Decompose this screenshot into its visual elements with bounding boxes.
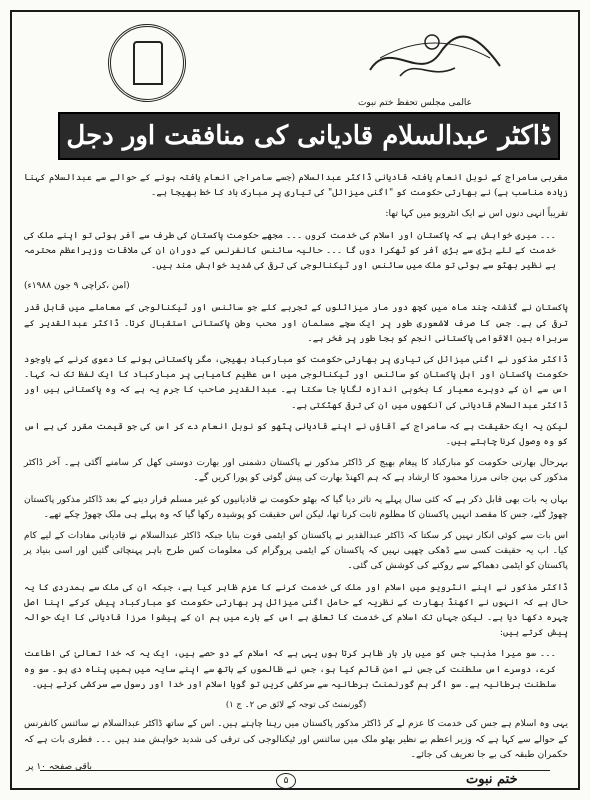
quote-paragraph: ۔۔۔ سو میرا مذہب جس کو میں بار بار ظاہر کرتا ہوں یہی ہے کہ اسلام کے دو حصے ہیں، ایک یہ کہ خدا تعالیٰ کی اطاعت کرے، دوسرے اس سلطنت کی جس نے امن قائم کیا ہو، جس نے ظالموں کے ہاتھ سے اپنے سایہ میں ہمیں پناہ دی ہو۔ سو وہ سلطنت برطانیہ ہے۔ سو اگر ہم گورنمنٹ برطانیہ سے سرکشی کریں تو گویا اسلام اور خدا اور رسول سے سرکشی کرتے ہیں۔ <box>24 648 556 690</box>
reference-citation: (امن ،کراچی ۹ جون ۱۹۸۸ء) <box>24 281 130 292</box>
page-number: ۵ <box>276 773 296 789</box>
footer-rule <box>40 770 550 771</box>
title-banner <box>58 112 560 160</box>
continued-note: باقی صفحہ ۱۰ پر <box>26 762 93 772</box>
paragraph: یہی وہ اسلام ہے جس کی خدمت کا عزم لے کر ڈاکٹر مذکور پاکستان میں رہنا چاہتے ہیں۔ اس کے ساتھ ڈاکٹر عبدالسلام نے سائنس کانفرنس کے حوالے سے کہا ہے کہ وزیر اعظم بے نظیر بھٹو ملک میں سائنس اور ٹیکنالوجی کی ترقی کی شدید خواہش مند ہیں ۔۔۔ فطری بات ہے کہ حکمران طبقہ کی بے جا تعریف کی جائے۔ <box>24 718 568 760</box>
reference-citation: (گورنمنٹ کی توجہ کے لائق ص ۲۔ ج ۱) <box>225 700 367 711</box>
calligraphy-emblem <box>360 28 510 88</box>
organization-seal-logo <box>108 24 186 102</box>
magazine-name: ختم نبوت <box>466 772 518 787</box>
article-body <box>24 170 568 768</box>
paragraph: ڈاکٹر مذکور نے اپنے انٹرویو میں اسلام اور ملک کی خدمت کرنے کا عزم ظاہر کیا ہے، جبکہ ان کی ملک سے ہمدردی کا یہ حال ہے کہ انہوں نے اکھنڈ بھارت کے نظریہ کے حامل اگنی میزائل پر بھارتی حکومت کو مبارکباد پیش کرکے اپنا اصل چہرہ دکھا دیا ہے۔ لیکن جہاں تک اسلام کی خدمت کا تعلق ہے اس کے بارے میں ہم ان کے پیشوا مرزا قادیانی کا ایک حوالہ پیش کرتے ہیں: <box>24 581 568 639</box>
paragraph: پاکستان نے گذشتہ چند ماہ میں کچھ دور مار میزائلوں کے تجربے کئے جو سائنس اور ٹیکنالوجی کے معاملے میں قابل قدر ترقی کی ہے۔ جس کا صرف لاشعوری طور پر ایک سچے مسلمان اور محب وطن پاکستانی استقبال کرتا۔ ڈاکٹر عبدالقدیر کے سربراہ بین الاقوامی پاکستانی انجم کو بجا طور پر فخر ہے۔ <box>24 302 568 344</box>
paragraph: لیکن یہ ایک حقیقت ہے کہ سامراج کے آقاؤں نے اپنے قادیانی پٹھو کو نوبل انعام دے کر اس کی جو قیمت مقرر کی ہے اس کو وہ وصول کرنا چاہتے ہیں۔ <box>24 420 568 448</box>
paragraph: اس بات سے کوئی انکار نہیں کر سکتا کہ ڈاکٹر عبدالقدیر نے پاکستان کو ایٹمی قوت بنایا جبکہ ڈاکٹر عبدالسلام نے قادیانی مفادات کے لیے کام کیا۔ اب یہ حقیقت کسی سے ڈھکی چھپی نہیں کہ پاکستان کے ایٹمی پروگرام کی معلومات کس طرح باہر پہنچائی گئیں اور اسی بنیاد پر پاکستان کو ایٹمی دھماکے سے روکنے کی کوشش کی گئی۔ <box>24 530 568 572</box>
organization-name: عالمی مجلس تحفظ ختم نبوت <box>357 98 473 108</box>
paragraph: مغربی سامراج کے نوبل انعام یافتہ قادیانی ڈاکٹر عبدالسلام (جسے سامراجی انعام یافتہ ہونے کے حوالے سے عبدالسلام کہنا زیادہ مناسب ہے) نے بھارتی حکومت کو "اگنی میزائل" کی تیاری پر مبارک باد کا خط بھیجا ہے۔ <box>24 172 568 199</box>
article-title: ڈاکٹر عبدالسلام قادیانی کی منافقت اور دجل <box>66 121 552 151</box>
quote-paragraph: ۔۔۔ میری خواہش ہے کہ پاکستان اور اسلام کی خدمت کروں ۔۔۔ مجھے حکومت پاکستان کی طرف سے آفر ہوئی تو اپنے ملک کی خدمت کے لئے بڑی سے بڑی آفر کو ٹھکرا دوں گا ۔۔۔ حالیہ سائنس کانفرنس کے دوران ان کی ملاقات وزیراعظم محترمہ بے نظیر بھٹو سے ہوئی تو ملک میں سائنس اور ٹیکنالوجی کی ترقی کی شدید خواہش مند ہیں۔ <box>24 229 556 272</box>
paragraph: بہاں یہ بات بھی قابل ذکر ہے کہ کئی سال پہلے یہ تاثر دیا گیا کہ بھٹو حکومت نے قادیانیوں کو غیر مسلم قرار دینے کے بعد ڈاکٹر مذکور پاکستان چھوڑ گئے، جس کا مقصد انہیں پاکستان کا مظلوم ثابت کرنا تھا، لیکن اس حقیقت کو پوشیدہ رکھا گیا کہ وہ پہلے ہی ملک چھوڑ چکے تھے۔ <box>24 493 568 520</box>
paragraph: بہرحال بھارتی حکومت کو مبارکباد کا پیغام بھیج کر ڈاکٹر مذکور نے پاکستان دشمنی اور بھارت دوستی کھل کر سامنے آگئی ہے۔ آخر ڈاکٹر مذکور کی بہن جانی مرزا محمود کا ارشاد ہے کہ ہم اکھنڈ بھارت کی پیش گوئی کو پورا کریں گے۔ <box>24 457 568 484</box>
paragraph: تقریباً انہی دنوں اس نے ایک انٹرویو میں کہا تھا: <box>385 208 568 220</box>
paragraph: ڈاکٹر مذکور نے اگنی میزائل کی تیاری پر بھارتی حکومت کو مبارکباد بھیجی، مگر پاکستانی ہونے کا دعوی کرنے کے باوجود حکومت پاکستان اور اہل پاکستان کو سائنس اور ٹیکنالوجی میں اس عظیم کامیابی پر مبارکباد کا ایک لفظ تک نہ کہا۔ اس سے ان کے دوہرے معیار کا بخوبی اندازہ لگایا جا سکتا ہے۔ عبدالقدیر صاحب کا جرم یہ ہے کہ وہ پاکستانی ہیں اور ڈاکٹر عبدالسلام قادیانی کی آنکھوں میں ان کی ترقی کھٹکتی ہے۔ <box>24 354 568 411</box>
